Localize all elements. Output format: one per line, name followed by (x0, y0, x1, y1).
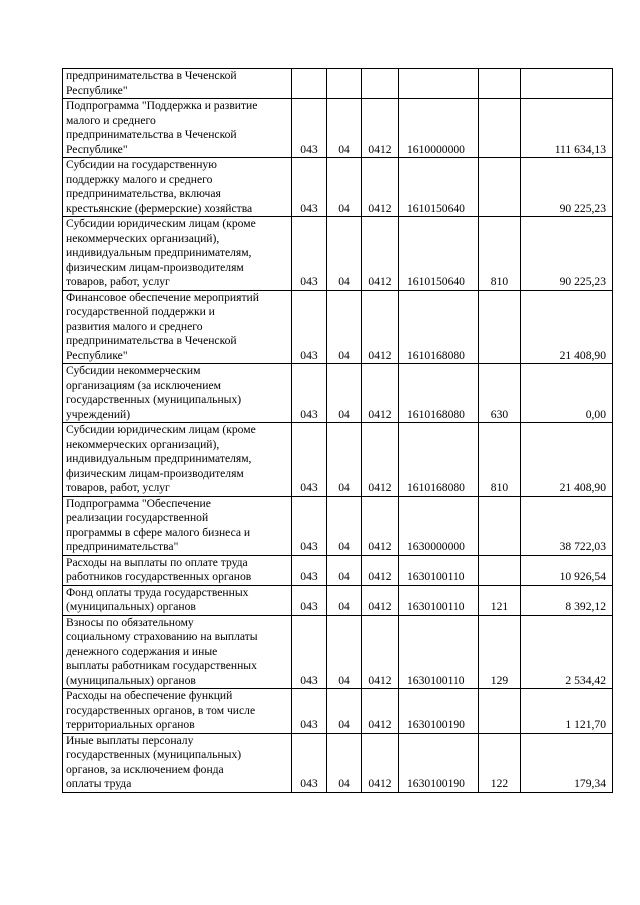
amount-cell: 38 722,03 (521, 496, 613, 555)
item-name-cell (63, 217, 292, 291)
ministry-code-cell (292, 69, 327, 99)
expense-type-cell: 122 (479, 733, 521, 792)
target-article-cell: 1630100190 (399, 733, 479, 792)
item-name-text: Взносы по обязательному социальному страхованию на выплаты денежного содержания и иные выплаты работникам государственных (муниципальных) органов (66, 615, 258, 687)
subsection-code-cell: 0412 (362, 585, 399, 615)
item-name-text: Иные выплаты персоналу государственных (муниципальных) органов, за исключением фонда оплаты труда (66, 733, 242, 790)
target-article-cell: 1630100110 (399, 615, 479, 689)
item-name-cell (63, 69, 292, 99)
subsection-code-cell: 0412 (362, 158, 399, 217)
section-code-cell: 04 (327, 99, 362, 158)
item-name-cell (63, 290, 292, 364)
section-code-cell: 04 (327, 217, 362, 291)
expense-type-cell: 129 (479, 615, 521, 689)
table-row (63, 99, 613, 158)
table-body (63, 69, 613, 793)
target-article-cell: 1630000000 (399, 496, 479, 555)
item-name-text: предпринимательства в Чеченской Республике" (66, 69, 237, 97)
section-code-cell: 04 (327, 158, 362, 217)
item-name-cell (63, 423, 292, 497)
item-name-cell (63, 585, 292, 615)
section-code-cell: 04 (327, 364, 362, 423)
table-row (63, 496, 613, 555)
item-name-cell (63, 158, 292, 217)
expense-type-cell: 121 (479, 585, 521, 615)
subsection-code-cell: 0412 (362, 99, 399, 158)
target-article-cell: 1610000000 (399, 99, 479, 158)
table-row (63, 585, 613, 615)
ministry-code-cell: 043 (292, 689, 327, 734)
item-name-text: Фонд оплаты труда государственных (муниципальных) органов (66, 585, 249, 613)
ministry-code-cell: 043 (292, 423, 327, 497)
item-name-text: Подпрограмма "Поддержка и развитие малого и среднего предпринимательства в Чеченской Республике" (66, 99, 258, 156)
target-article-cell: 1630100190 (399, 689, 479, 734)
section-code-cell: 04 (327, 423, 362, 497)
expense-type-cell (479, 689, 521, 734)
item-name-text: Расходы на обеспечение функций государственных органов, в том числе территориальных органов (66, 689, 256, 731)
ministry-code-cell: 043 (292, 585, 327, 615)
subsection-code-cell: 0412 (362, 364, 399, 423)
ministry-code-cell: 043 (292, 217, 327, 291)
amount-cell (521, 69, 613, 99)
target-article-cell: 1610168080 (399, 423, 479, 497)
expense-type-cell (479, 555, 521, 585)
item-name-cell (63, 364, 292, 423)
item-name-cell (63, 733, 292, 792)
item-name-cell (63, 496, 292, 555)
amount-cell: 8 392,12 (521, 585, 613, 615)
expense-type-cell (479, 290, 521, 364)
ministry-code-cell: 043 (292, 615, 327, 689)
subsection-code-cell: 0412 (362, 615, 399, 689)
subsection-code-cell: 0412 (362, 423, 399, 497)
table-row (63, 689, 613, 734)
amount-cell: 2 534,42 (521, 615, 613, 689)
target-article-cell: 1630100110 (399, 555, 479, 585)
item-name-text: Субсидии юридическим лицам (кроме некоммерческих организаций), индивидуальным предпринимателям, физическим лицам-производителям товаров, работ, услуг (66, 423, 256, 494)
subsection-code-cell: 0412 (362, 290, 399, 364)
target-article-cell: 1610168080 (399, 364, 479, 423)
ministry-code-cell: 043 (292, 158, 327, 217)
target-article-cell (399, 69, 479, 99)
target-article-cell: 1610150640 (399, 158, 479, 217)
ministry-code-cell: 043 (292, 290, 327, 364)
section-code-cell: 04 (327, 733, 362, 792)
ministry-code-cell: 043 (292, 555, 327, 585)
subsection-code-cell: 0412 (362, 217, 399, 291)
table-row (63, 423, 613, 497)
amount-cell: 1 121,70 (521, 689, 613, 734)
ministry-code-cell: 043 (292, 99, 327, 158)
amount-cell: 10 926,54 (521, 555, 613, 585)
target-article-cell: 1630100110 (399, 585, 479, 615)
item-name-text: Подпрограмма "Обеспечение реализации государственной программы в сфере малого бизнеса и предпринимательства" (66, 496, 251, 553)
amount-cell: 90 225,23 (521, 158, 613, 217)
expense-type-cell (479, 496, 521, 555)
item-name-cell (63, 555, 292, 585)
table-row (63, 615, 613, 689)
table-row (63, 217, 613, 291)
item-name-text: Финансовое обеспечение мероприятий государственной поддержки и развития малого и среднего предпринимательства в Чеченской Республике" (66, 290, 259, 362)
expense-type-cell: 630 (479, 364, 521, 423)
amount-cell: 21 408,90 (521, 290, 613, 364)
table-row (63, 364, 613, 423)
table-row (63, 555, 613, 585)
subsection-code-cell: 0412 (362, 689, 399, 734)
table-row (63, 290, 613, 364)
ministry-code-cell: 043 (292, 733, 327, 792)
target-article-cell: 1610150640 (399, 217, 479, 291)
target-article-cell: 1610168080 (399, 290, 479, 364)
table-row (63, 158, 613, 217)
item-name-text: Субсидии юридическим лицам (кроме некоммерческих организаций), индивидуальным предпринимателям, физическим лицам-производителям товаров, работ, услуг (66, 217, 256, 288)
amount-cell: 111 634,13 (521, 99, 613, 158)
section-code-cell: 04 (327, 496, 362, 555)
expense-type-cell: 810 (479, 217, 521, 291)
section-code-cell (327, 69, 362, 99)
amount-cell: 21 408,90 (521, 423, 613, 497)
amount-cell: 179,34 (521, 733, 613, 792)
item-name-text: Субсидии некоммерческим организациям (за исключением государственных (муниципальных) учреждений) (66, 364, 242, 421)
subsection-code-cell: 0412 (362, 555, 399, 585)
subsection-code-cell: 0412 (362, 496, 399, 555)
table-row (63, 69, 613, 99)
section-code-cell: 04 (327, 689, 362, 734)
amount-cell: 90 225,23 (521, 217, 613, 291)
amount-cell: 0,00 (521, 364, 613, 423)
section-code-cell: 04 (327, 585, 362, 615)
section-code-cell: 04 (327, 555, 362, 585)
expense-type-cell (479, 158, 521, 217)
item-name-cell (63, 689, 292, 734)
item-name-text: Субсидии на государственную поддержку малого и среднего предпринимательства, включая крестьянские (фермерские) хозяйства (66, 158, 253, 215)
expense-type-cell (479, 69, 521, 99)
item-name-text: Расходы на выплаты по оплате труда работников государственных органов (66, 555, 252, 583)
budget-table (62, 68, 613, 793)
item-name-cell (63, 99, 292, 158)
expense-type-cell (479, 99, 521, 158)
table-row (63, 733, 613, 792)
ministry-code-cell: 043 (292, 364, 327, 423)
subsection-code-cell: 0412 (362, 733, 399, 792)
subsection-code-cell (362, 69, 399, 99)
expense-type-cell: 810 (479, 423, 521, 497)
section-code-cell: 04 (327, 615, 362, 689)
ministry-code-cell: 043 (292, 496, 327, 555)
section-code-cell: 04 (327, 290, 362, 364)
item-name-cell (63, 615, 292, 689)
